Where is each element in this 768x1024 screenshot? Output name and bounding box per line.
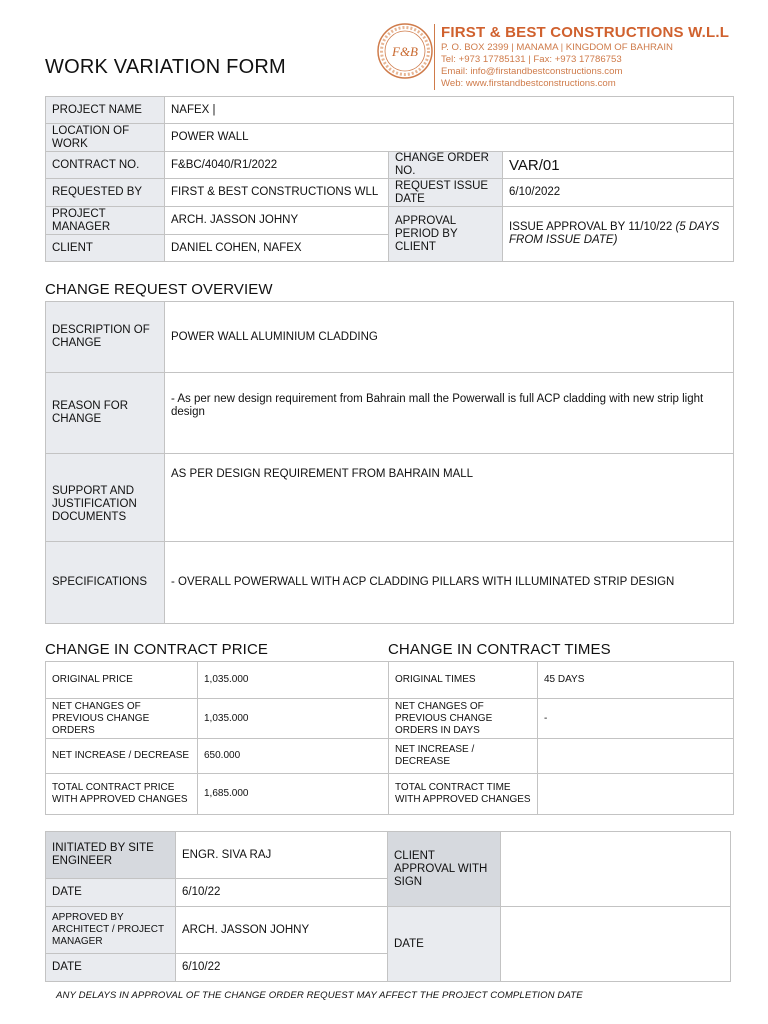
- company-header: [434, 24, 768, 90]
- specifications-label: SPECIFICATIONS: [46, 542, 165, 624]
- specifications-value[interactable]: - OVERALL POWERWALL WITH ACP CLADDING PILLARS WITH ILLUMINATED STRIP DESIGN: [165, 542, 734, 624]
- client-label: CLIENT: [46, 235, 165, 262]
- contract-no-value[interactable]: F&BC/4040/R1/2022: [165, 152, 389, 179]
- requested-by-label: REQUESTED BY: [46, 179, 165, 207]
- project-manager-value[interactable]: ARCH. JASSON JOHNY: [165, 207, 389, 235]
- client-date-field[interactable]: [501, 907, 731, 982]
- company-phone: Tel: +973 17785131 | Fax: +973 17786753: [441, 54, 622, 65]
- times-row-value[interactable]: -: [538, 699, 734, 739]
- times-row-value[interactable]: [538, 774, 734, 815]
- client-approval-sign-field[interactable]: [501, 832, 731, 907]
- company-logo-icon: [376, 22, 434, 80]
- approved-by-label: APPROVED BY ARCHITECT / PROJECT MANAGER: [46, 907, 176, 954]
- requested-by-value[interactable]: FIRST & BEST CONSTRUCTIONS WLL: [165, 179, 389, 207]
- company-address: P. O. BOX 2399 | MANAMA | KINGDOM OF BAHRAIN: [441, 42, 673, 53]
- overview-table: [45, 301, 734, 624]
- approval-period-text: ISSUE APPROVAL BY 11/10/22: [509, 221, 673, 233]
- price-row-value[interactable]: 650.000: [198, 739, 389, 774]
- client-approval-label: CLIENT APPROVAL WITH SIGN: [388, 832, 501, 907]
- client-date-label: DATE: [388, 907, 501, 982]
- reason-label: REASON FOR CHANGE: [46, 373, 165, 454]
- client-value[interactable]: DANIEL COHEN, NAFEX: [165, 235, 389, 262]
- price-row-label: NET INCREASE / DECREASE: [46, 739, 198, 774]
- date1-value[interactable]: 6/10/22: [176, 879, 388, 907]
- times-row-label: NET INCREASE / DECREASE: [389, 739, 538, 774]
- change-order-value[interactable]: VAR/01: [503, 152, 734, 179]
- times-row-value[interactable]: 45 DAYS: [538, 662, 734, 699]
- price-row-value[interactable]: 1,685.000: [198, 774, 389, 815]
- project-info-table: [45, 96, 734, 262]
- footer-note: ANY DELAYS IN APPROVAL OF THE CHANGE ORDER REQUEST MAY AFFECT THE PROJECT COMPLETION DATE: [56, 990, 583, 1001]
- description-value[interactable]: POWER WALL ALUMINIUM CLADDING: [165, 302, 734, 373]
- logo-initials: F&B: [392, 44, 418, 59]
- price-row-label: TOTAL CONTRACT PRICE WITH APPROVED CHANGES: [46, 774, 198, 815]
- initiated-by-label: INITIATED BY SITE ENGINEER: [46, 832, 176, 879]
- times-title: CHANGE IN CONTRACT TIMES: [388, 641, 611, 658]
- project-name-label: PROJECT NAME: [46, 97, 165, 124]
- price-table: [45, 661, 389, 815]
- company-email[interactable]: Email: info@firstandbestconstructions.com: [441, 66, 623, 77]
- times-row-value[interactable]: [538, 739, 734, 774]
- company-name: FIRST & BEST CONSTRUCTIONS W.L.L: [441, 24, 730, 41]
- location-value[interactable]: POWER WALL: [165, 124, 734, 152]
- price-row-value[interactable]: 1,035.000: [198, 699, 389, 739]
- project-name-value[interactable]: NAFEX |: [165, 97, 734, 124]
- contract-no-label: CONTRACT NO.: [46, 152, 165, 179]
- project-manager-label: PROJECT MANAGER: [46, 207, 165, 235]
- times-row-label: TOTAL CONTRACT TIME WITH APPROVED CHANGES: [389, 774, 538, 815]
- location-label: LOCATION OF WORK: [46, 124, 165, 152]
- date2-label: DATE: [46, 954, 176, 982]
- company-web[interactable]: Web: www.firstandbestconstructions.com: [441, 78, 616, 89]
- change-order-label: CHANGE ORDER NO.: [389, 152, 503, 179]
- date1-label: DATE: [46, 879, 176, 907]
- approval-period-note: (5 DAYS FROM ISSUE DATE): [509, 221, 720, 246]
- price-row-label: NET CHANGES OF PREVIOUS CHANGE ORDERS: [46, 699, 198, 739]
- price-row-label: ORIGINAL PRICE: [46, 662, 198, 699]
- request-date-label: REQUEST ISSUE DATE: [389, 179, 503, 207]
- form-title: WORK VARIATION FORM: [45, 56, 286, 78]
- signoff-table: [45, 831, 731, 982]
- support-label: SUPPORT AND JUSTIFICATION DOCUMENTS: [46, 454, 165, 542]
- initiated-by-value[interactable]: ENGR. SIVA RAJ: [176, 832, 388, 879]
- approved-by-value[interactable]: ARCH. JASSON JOHNY: [176, 907, 388, 954]
- reason-value[interactable]: - As per new design requirement from Bahrain mall the Powerwall is full ACP cladding with new strip light design: [165, 373, 734, 454]
- approval-period-value[interactable]: [503, 207, 734, 262]
- description-label: DESCRIPTION OF CHANGE: [46, 302, 165, 373]
- approval-period-label: APPROVAL PERIOD BY CLIENT: [389, 207, 503, 262]
- times-row-label: NET CHANGES OF PREVIOUS CHANGE ORDERS IN DAYS: [389, 699, 538, 739]
- price-row-value[interactable]: 1,035.000: [198, 662, 389, 699]
- overview-title: CHANGE REQUEST OVERVIEW: [45, 281, 273, 298]
- times-row-label: ORIGINAL TIMES: [389, 662, 538, 699]
- date2-value[interactable]: 6/10/22: [176, 954, 388, 982]
- request-date-value[interactable]: 6/10/2022: [503, 179, 734, 207]
- support-value[interactable]: AS PER DESIGN REQUIREMENT FROM BAHRAIN MALL: [165, 454, 734, 542]
- price-title: CHANGE IN CONTRACT PRICE: [45, 641, 268, 658]
- times-table: [388, 661, 734, 815]
